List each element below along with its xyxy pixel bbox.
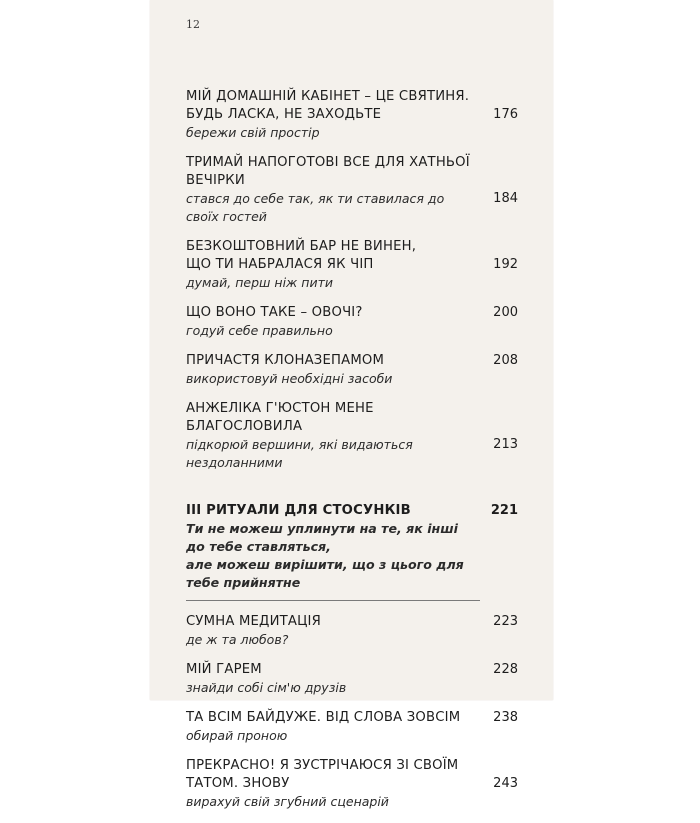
toc-entry-title-line: ЩО ВОНО ТАКЕ – ОВОЧІ? xyxy=(186,305,363,320)
toc-entry-subtitle: обирай проною xyxy=(186,728,288,743)
toc-entry-title xyxy=(186,154,480,190)
toc-part-subtitle-line: Ти не можеш уплинути на те, як інші до тебе ставляться, xyxy=(186,521,458,554)
toc-entry-subtitle: годуй себе правильно xyxy=(186,323,333,338)
toc-entry-title xyxy=(186,661,480,679)
toc-entry-subtitle: думай, перш ніж пити xyxy=(186,275,333,290)
toc-part-subtitle-line: але можеш вирішити, що з цього для тебе прийнятне xyxy=(186,557,464,590)
toc-part-page: 221 xyxy=(490,503,518,518)
toc-entry-subtitle: знайди собі сім'ю друзів xyxy=(186,680,347,695)
toc-entry-title xyxy=(186,613,480,631)
toc-entry xyxy=(186,613,518,649)
toc-entry-title-line: АНЖЕЛІКА Г'ЮСТОН МЕНЕ БЛАГОСЛОВИЛА xyxy=(186,401,374,434)
toc-entry-page: 228 xyxy=(493,662,518,677)
table-of-contents xyxy=(186,88,518,823)
toc-entry-subtitle: використовуй необхідні засоби xyxy=(186,371,393,386)
toc-entry-subtitle: де ж та любов? xyxy=(186,632,289,647)
toc-entry-title-line: МІЙ ГАРЕМ xyxy=(186,662,262,677)
toc-entry-title xyxy=(186,238,480,274)
toc-entry-title-line: БЕЗКОШТОВНИЙ БАР НЕ ВИНЕН, xyxy=(186,239,417,254)
toc-entry-title-line: ТРИМАЙ НАПОГОТОВІ ВСЕ ДЛЯ ХАТНЬОЇ ВЕЧІРКИ xyxy=(186,155,470,188)
toc-entry-title xyxy=(186,352,480,370)
toc-entry-page: 192 xyxy=(493,257,518,272)
toc-entry-title xyxy=(186,709,480,727)
toc-entry xyxy=(186,400,518,472)
toc-entry-page: 213 xyxy=(493,437,518,452)
toc-part-subtitle xyxy=(186,520,480,592)
book-page xyxy=(150,0,553,809)
toc-entry xyxy=(186,238,518,292)
toc-entry xyxy=(186,757,518,811)
toc-entry xyxy=(186,352,518,388)
toc-entry xyxy=(186,304,518,340)
toc-entry-title-line: БУДЬ ЛАСКА, НЕ ЗАХОДЬТЕ xyxy=(186,107,382,122)
toc-entry-title-line: ЩО ТИ НАБРАЛАСЯ ЯК ЧІП xyxy=(186,257,374,272)
toc-entry-title-line: ТА ВСІМ БАЙДУЖЕ. ВІД СЛОВА ЗОВСІМ xyxy=(186,710,461,725)
toc-entry-subtitle: стався до себе так, як ти ставилася до своїх гостей xyxy=(186,191,445,224)
toc-part-title: III РИТУАЛИ ДЛЯ СТОСУНКІВ xyxy=(186,503,411,518)
toc-entry-page: 200 xyxy=(493,305,518,320)
toc-entry-title xyxy=(186,88,480,124)
toc-entry-title-line: СУМНА МЕДИТАЦІЯ xyxy=(186,614,321,629)
toc-entry-page: 223 xyxy=(493,614,518,629)
toc-entry xyxy=(186,661,518,697)
toc-entry-title-line: МІЙ ДОМАШНІЙ КАБІНЕТ – ЦЕ СВЯТИНЯ. xyxy=(186,89,470,104)
toc-entry-page: 238 xyxy=(493,710,518,725)
toc-entry xyxy=(186,154,518,226)
toc-entry-title xyxy=(186,304,480,322)
toc-entry-title-line: ПРЕКРАСНО! Я ЗУСТРІЧАЮСЯ ЗІ СВОЇМ ТАТОМ. ЗНОВУ xyxy=(186,758,459,791)
toc-entry-title xyxy=(186,400,480,436)
toc-entry-subtitle: бережи свій простір xyxy=(186,125,320,140)
toc-entry xyxy=(186,88,518,142)
toc-entry xyxy=(186,709,518,745)
part-divider xyxy=(186,600,480,601)
toc-entry-page: 208 xyxy=(493,353,518,368)
toc-entry-title-line: ПРИЧАСТЯ КЛОНАЗЕПАМОМ xyxy=(186,353,385,368)
toc-entry-page: 176 xyxy=(493,107,518,122)
toc-entry-page: 184 xyxy=(493,191,518,206)
toc-part-entry xyxy=(186,502,518,601)
toc-entry-subtitle: підкорюй вершини, які видаються нездоланними xyxy=(186,437,413,470)
toc-entry-subtitle: вирахуй свій згубний сценарій xyxy=(186,794,389,809)
toc-entry-title xyxy=(186,757,480,793)
toc-entry-page: 243 xyxy=(493,776,518,791)
page-number: 12 xyxy=(186,18,200,31)
